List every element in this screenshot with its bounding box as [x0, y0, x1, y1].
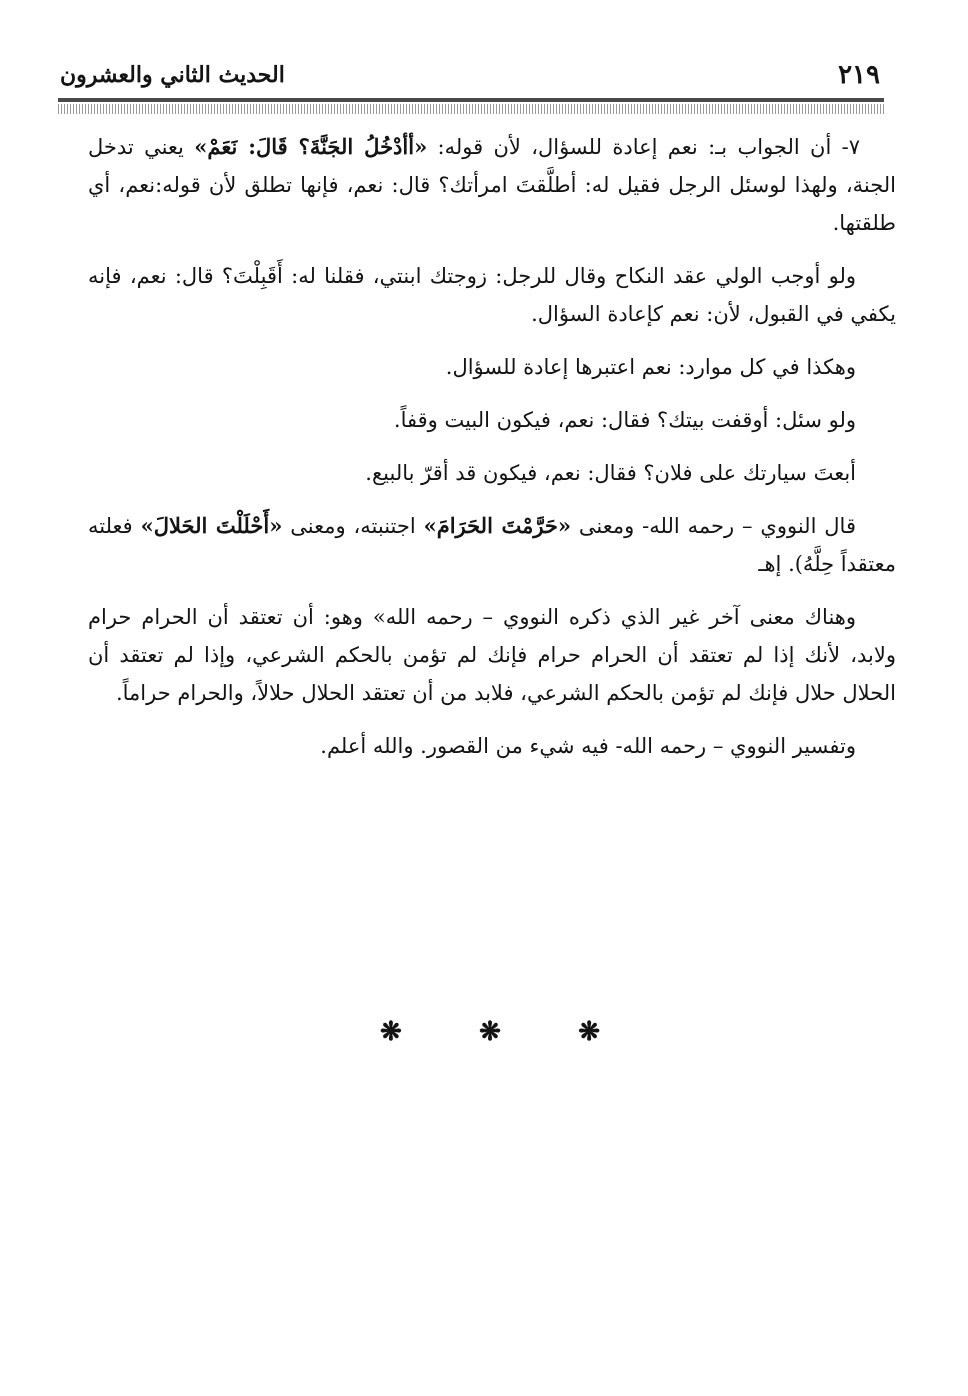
separator-star-icon: ❋	[380, 1017, 402, 1047]
paragraph-1-text-a: ٧- أن الجواب بـ: نعم إعادة للسؤال، لأن قوله:	[427, 135, 860, 159]
paragraph-8: وتفسير النووي – رحمه الله- فيه شيء من القصور. والله أعلم.	[320, 734, 856, 758]
body-text	[88, 128, 896, 780]
paragraph-6	[88, 507, 896, 583]
separator-star-icon: ❋	[479, 1017, 501, 1047]
page-header	[60, 58, 880, 98]
paragraph-1	[88, 128, 896, 242]
running-title: الحديث الثاني والعشرون	[60, 62, 285, 88]
paragraph-6-text-b: اجتنبته، ومعنى	[282, 514, 424, 538]
paragraph-6-text-c: فعلته معتقداً حِلَّهُ). إهـ	[88, 514, 896, 576]
quote-harramta-alharam: «حَرَّمْتَ الحَرَامَ»	[423, 513, 572, 538]
paragraph-2: ولو أوجب الولي عقد النكاح وقال للرجل: زوجتك ابنتي، فقلنا له: أَقَبِلْتَ؟ قال: نعم، فإنه يكفي في القبول، لأن: نعم كإعادة السؤال.	[88, 264, 896, 326]
quote-adkhulu-aljanna: «أأدْخُلُ الجَنَّةَ؟ قَالَ: نَعَمْ»	[194, 134, 428, 159]
paragraph-5: أبعتَ سيارتك على فلان؟ فقال: نعم، فيكون قد أقرّ بالبيع.	[365, 461, 856, 485]
paragraph-6-text-a: قال النووي – رحمه الله- ومعنى	[571, 514, 856, 538]
separator-star-icon: ❋	[578, 1017, 600, 1047]
paragraph-7: وهناك معنى آخر غير الذي ذكره النووي – رحمه الله» وهو: أن تعتقد أن الحرام حرام ولابد، لأنك إذا لم تعتقد أن الحرام حرام فإنك لم تؤمن بالحكم الشرعي، وإذا لم تعتقد أن الحلال حلال فإنك لم تؤمن بالحكم الشرعي، فلابد من أن تعتقد الحلال حلالاً، والحرام حراماً.	[88, 605, 896, 705]
paragraph-1-text-b: يعني تدخل الجنة، ولهذا لوسئل الرجل فقيل له: أطلَّقتَ امرأتك؟ قال: نعم، فإنها تطلق لأن قوله:نعم، أي طلقتها.	[88, 135, 896, 235]
paragraph-3: وهكذا في كل موارد: نعم اعتبرها إعادة للسؤال.	[445, 355, 856, 379]
header-rule	[58, 98, 884, 102]
section-separator	[380, 1012, 600, 1052]
paragraph-4: ولو سئل: أوقفت بيتك؟ فقال: نعم، فيكون البيت وقفاً.	[393, 408, 856, 432]
page-number: ٢١٩	[838, 60, 880, 90]
quote-ahlalta-alhalal: «أَحْلَلْتَ الحَلالَ»	[140, 513, 283, 538]
header-hatch-rule	[58, 104, 884, 114]
